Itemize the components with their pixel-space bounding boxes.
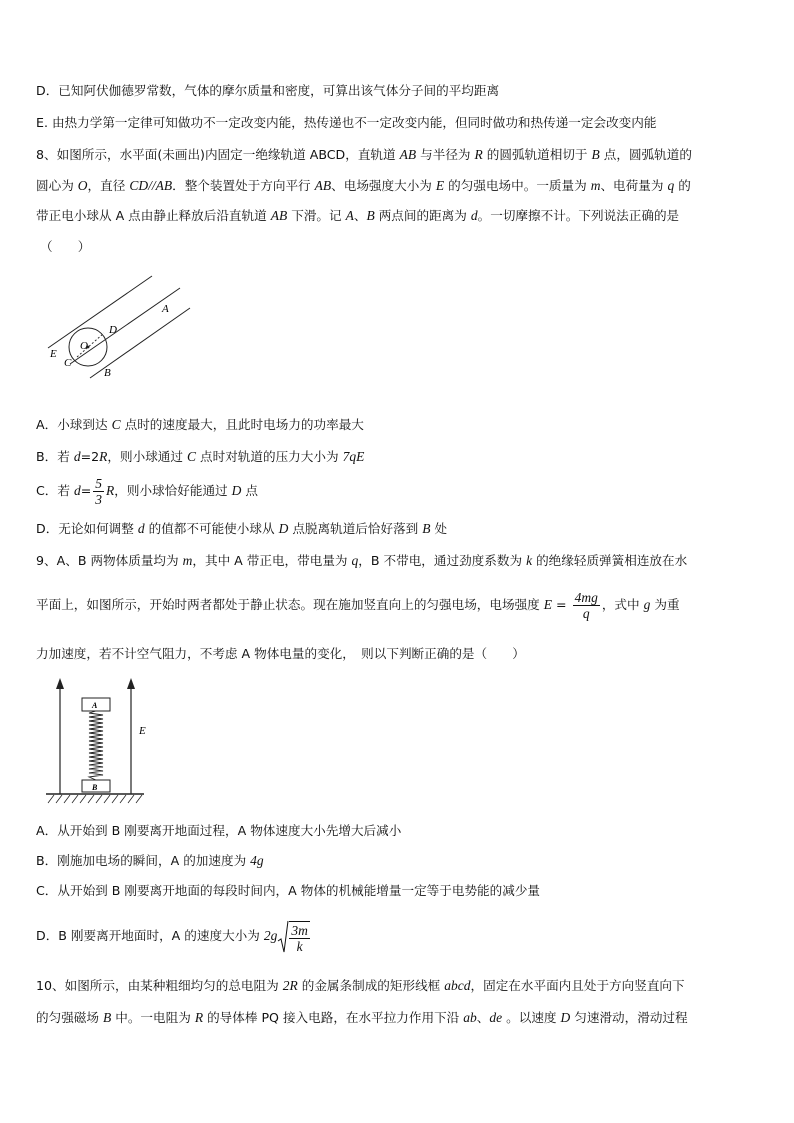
fraction-5-3: $\frac{5}{3}$ <box>95 476 103 507</box>
q8-figure <box>44 272 194 382</box>
q10-stem-line1: 10、如图所示，由某种粗细均匀的总电阻为 2R 的金属条制成的矩形线框 abcd，固定在水平面内且处于方向竖直向下 <box>36 978 685 993</box>
q7-option-d: D．已知阿伏伽德罗常数，气体的摩尔质量和密度，可算出该气体分子间的平均距离 <box>36 83 500 98</box>
q9-option-c: C．从开始到 B 刚要离开地面的每段时间内，A 物体的机械能增量一定等于电势能的减少量 <box>36 883 541 898</box>
q8-answer-paren: （ ） <box>40 239 91 254</box>
q10-stem-line2: 的匀强磁场 B 中。一电阻为 R 的导体棒 PQ 接入电路，在水平拉力作用下沿 ab、de 。以速度 D 匀速滑动，滑动过程 <box>36 1010 688 1025</box>
q8-label-b: B <box>104 367 111 379</box>
q9-option-a: A．从开始到 B 刚要离开地面过程，A 物体速度大小先增大后减小 <box>36 823 402 838</box>
q7-option-e: E. 由热力学第一定律可知做功不一定改变内能，热传递也不一定改变内能，但同时做功和热传递一定会改变内能 <box>36 115 657 130</box>
q9-label-b: B <box>92 783 98 792</box>
q8-label-a: A <box>162 303 169 315</box>
q8-option-d: D．无论如何调整 d 的值都不可能使小球从 D 点脱离轨道后恰好落到 B 处 <box>36 521 448 536</box>
q8-stem-line2: 圆心为 O，直径 CD//AB．整个装置处于方向平行 AB、电场强度大小为 E 的匀强电场中。一质量为 m、电荷量为 q 的 <box>36 178 691 193</box>
q8-stem-line3: 带正电小球从 A 点由静止释放后沿直轨道 AB 下滑。记 A、B 两点间的距离为 d。一切摩擦不计。下列说法正确的是 <box>36 208 680 223</box>
q9-option-b: B．刚施加电场的瞬间，A 的加速度为 4g <box>36 853 264 868</box>
q9-stem-line3: 力加速度，若不计空气阻力，不考虑 A 物体电量的变化， 则以下判断正确的是（ ） <box>36 646 525 661</box>
q9-label-a: A <box>92 701 98 710</box>
fraction-4mg-q: $\frac{4mg}{q}$ <box>574 590 598 621</box>
sqrt-3m-over-k: $\frac{3m}{k}$ <box>277 917 312 957</box>
q8-label-e: E <box>50 348 57 360</box>
q9-label-e: E <box>139 725 146 737</box>
q8-label-c: C <box>64 357 72 369</box>
q9-option-d: D．B 刚要离开地面时，A 的速度大小为 2g $\frac{3m}{k}$ <box>36 916 758 957</box>
q9-stem-line2: 平面上，如图所示，开始时两者都处于静止状态。现在施加竖直向上的匀强电场，电场强度 E = $\frac{4mg}{q}$ ，式中 g 为重 <box>36 590 680 621</box>
q8-option-a: A．小球到达 C 点时的速度最大，且此时电场力的功率最大 <box>36 417 364 432</box>
q8-stem-line1: 8、如图所示，水平面(未画出)内固定一绝缘轨道 ABCD，直轨道 AB 与半径为 R 的圆弧轨道相切于 B 点，圆弧轨道的 <box>36 147 692 162</box>
q9-figure <box>44 676 154 808</box>
q8-label-d: D <box>109 324 117 336</box>
q8-option-c: C．若 d= $\frac{5}{3}$ R，则小球恰好能通过 D 点 <box>36 476 259 507</box>
q8-option-b: B．若 d=2R，则小球通过 C 点时对轨道的压力大小为 7qE <box>36 449 365 464</box>
q9-stem-line1: 9、A、B 两物体质量均为 m，其中 A 带正电，带电量为 q，B 不带电，通过劲度系数为 k 的绝缘轻质弹簧相连放在水 <box>36 553 688 568</box>
q8-label-o: O <box>80 340 88 352</box>
